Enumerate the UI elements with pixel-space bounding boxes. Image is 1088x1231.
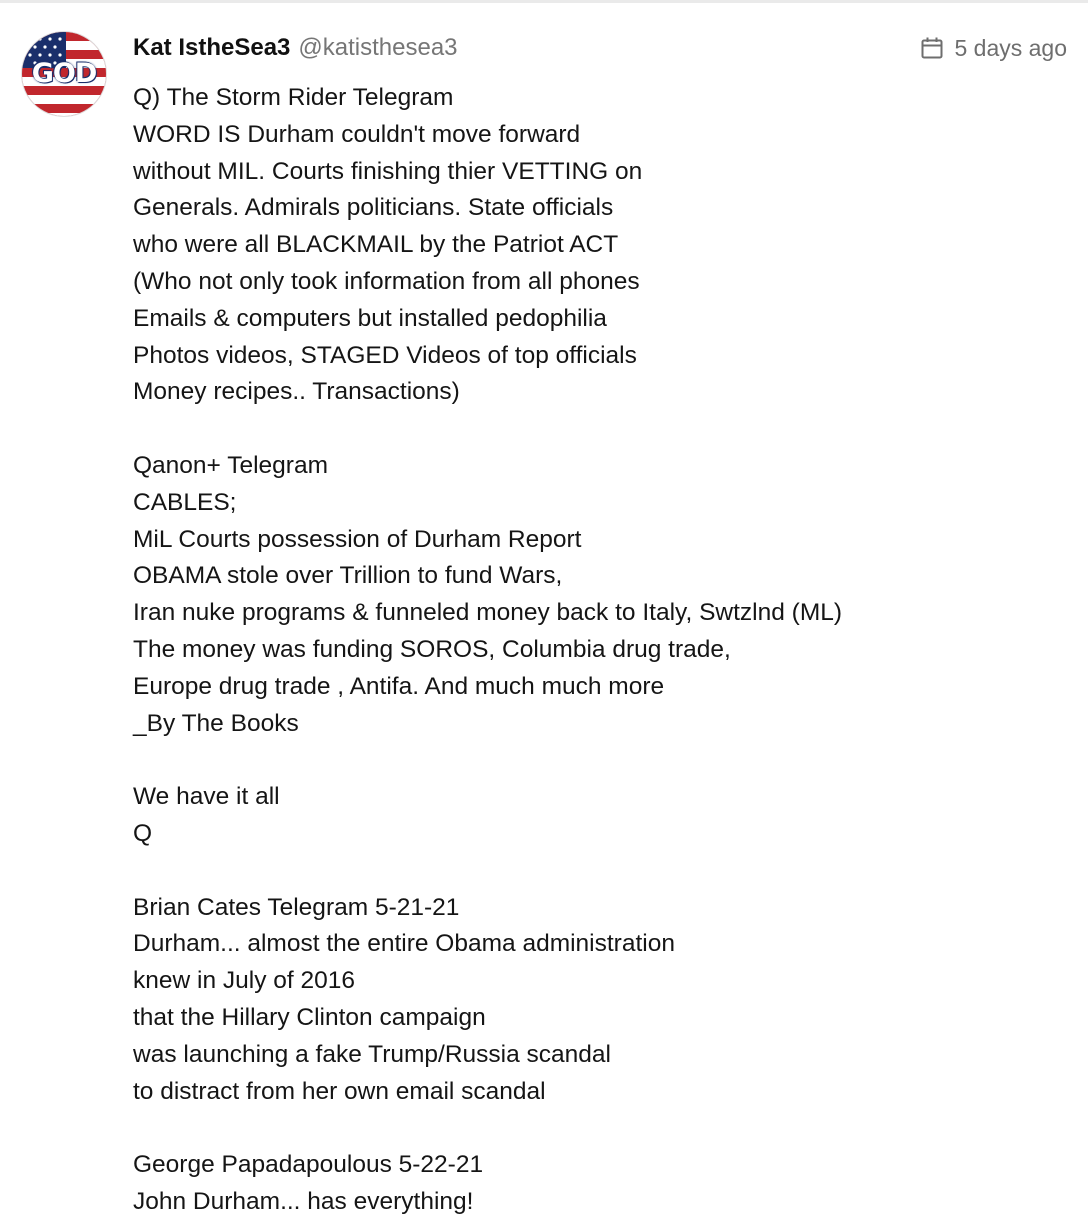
post-text-line: George Papadapoulous 5-22-21 xyxy=(133,1151,484,1179)
post-text-line: (Who not only took information from all phones xyxy=(133,267,640,295)
post-timestamp[interactable] xyxy=(920,30,1067,66)
author-handle[interactable]: @katisthesea3 xyxy=(298,34,458,61)
post-paragraph xyxy=(133,80,1063,411)
post-text-line: MiL Courts possession of Durham Report xyxy=(133,525,582,553)
post-text-line: was launching a fake Trump/Russia scandal xyxy=(133,1040,612,1068)
post-paragraph xyxy=(133,1147,1063,1221)
post-text-line: John Durham... has everything! xyxy=(133,1187,474,1215)
post-text-line: without MIL. Courts finishing thier VETTING on xyxy=(133,157,643,185)
post-text-line: Generals. Admirals politicians. State officials xyxy=(133,194,614,222)
post-text-line: OBAMA stole over Trillion to fund Wars, xyxy=(133,562,563,590)
paragraph-spacer xyxy=(133,853,1063,890)
paragraph-spacer xyxy=(133,1110,1063,1147)
post-paragraph xyxy=(133,448,1063,742)
post-text-line: Q) The Storm Rider Telegram xyxy=(133,84,454,111)
post-paragraph xyxy=(133,890,1063,1111)
avatar-logo-text: GOD xyxy=(31,58,97,89)
post-body xyxy=(133,80,1063,1221)
post-text-line: Durham... almost the entire Obama administration xyxy=(133,930,675,958)
paragraph-spacer xyxy=(133,411,1063,448)
post-text-line: Emails & computers but installed pedophilia xyxy=(133,304,607,332)
post-text-line: Money recipes.. Transactions) xyxy=(133,378,460,406)
post-text-line: WORD IS Durham couldn't move forward xyxy=(133,120,581,148)
timestamp-label: 5 days ago xyxy=(954,34,1067,61)
post-text-line: _By The Books xyxy=(133,709,299,737)
paragraph-spacer xyxy=(133,742,1063,779)
post-text-line: Europe drug trade , Antifa. And much much more xyxy=(133,672,665,700)
post-text-line: Q xyxy=(133,819,153,847)
calendar-icon xyxy=(920,36,944,60)
post-text-line: Brian Cates Telegram 5-21-21 xyxy=(133,893,460,921)
post-text-line: that the Hillary Clinton campaign xyxy=(133,1003,486,1031)
post-text-line: knew in July of 2016 xyxy=(133,967,355,995)
post-text-line: Iran nuke programs & funneled money back to Italy, Swtzlnd (ML) xyxy=(133,599,843,627)
post-text-line: Photos videos, STAGED Videos of top officials xyxy=(133,341,637,369)
author-display-name[interactable]: Kat IstheSea3 xyxy=(133,34,291,61)
post-header xyxy=(133,30,458,66)
avatar[interactable] xyxy=(22,32,106,116)
post-text-line: who were all BLACKMAIL by the Patriot ACT xyxy=(133,231,619,259)
post-text-line: to distract from her own email scandal xyxy=(133,1077,546,1105)
post-paragraph xyxy=(133,779,1063,853)
post-text-line: We have it all xyxy=(133,783,280,811)
post-text-line: Qanon+ Telegram xyxy=(133,451,328,479)
post-text-line: CABLES; xyxy=(133,488,237,516)
top-divider xyxy=(0,0,1088,3)
post-text-line: The money was funding SOROS, Columbia drug trade, xyxy=(133,635,731,663)
